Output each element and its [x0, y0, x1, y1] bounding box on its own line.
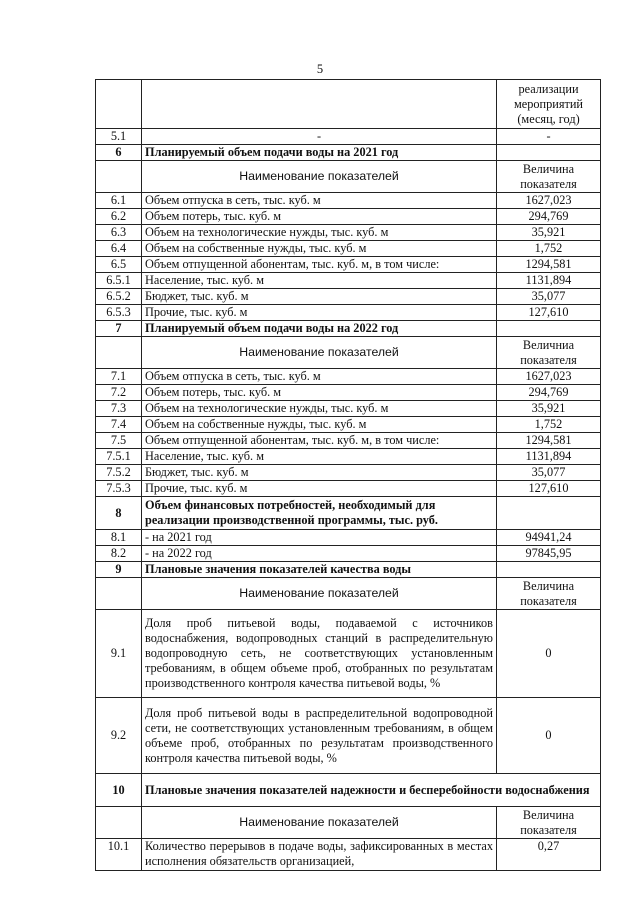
row-name: Объем потерь, тыс. куб. м	[142, 385, 497, 401]
section-number: 8	[96, 497, 142, 530]
row-value: 1294,581	[497, 257, 601, 273]
table-row	[96, 417, 601, 433]
table-cell	[96, 161, 142, 193]
table-row	[96, 449, 601, 465]
row-name: Объем отпуска в сеть, тыс. куб. м	[142, 369, 497, 385]
row-value: 1627,023	[497, 369, 601, 385]
table-row	[96, 129, 601, 145]
row-name: Население, тыс. куб. м	[142, 273, 497, 289]
table-row	[96, 241, 601, 257]
table-row	[96, 369, 601, 385]
row-value: 1627,023	[497, 193, 601, 209]
row-number: 7.4	[96, 417, 142, 433]
row-number: 5.1	[96, 129, 142, 145]
row-number: 6.5	[96, 257, 142, 273]
table-row	[96, 481, 601, 497]
section-row	[96, 562, 601, 578]
production-program-table	[95, 79, 601, 871]
section-title: Планируемый объем подачи воды на 2022 год	[142, 321, 497, 337]
table-row	[96, 401, 601, 417]
row-value: 35,077	[497, 289, 601, 305]
row-value: 35,077	[497, 465, 601, 481]
table-header-row	[96, 80, 601, 129]
row-number: 6.5.1	[96, 273, 142, 289]
indicator-name-header: Наименование показателей	[142, 337, 497, 369]
table-cell	[497, 145, 601, 161]
row-name: Доля проб питьевой воды, подаваемой с источников водоснабжения, водопроводных станций в распределительную водопроводную сеть, не соответствующих установленным требованиям, в общем объеме проб, отобранных по результатам производственного контроля качества питьевой воды, %	[142, 610, 497, 698]
row-name: Объем отпуска в сеть, тыс. куб. м	[142, 193, 497, 209]
indicator-name-header: Наименование показателей	[142, 161, 497, 193]
section-title: Плановые значения показателей надежности и бесперебойности водоснабжения	[142, 774, 601, 807]
row-value: 94941,24	[497, 530, 601, 546]
indicator-value-header: Величина показателя	[497, 807, 601, 839]
table-cell	[96, 337, 142, 369]
table-cell	[497, 562, 601, 578]
section-number: 7	[96, 321, 142, 337]
section-row	[96, 497, 601, 530]
table-cell	[497, 497, 601, 530]
row-number: 8.2	[96, 546, 142, 562]
row-value: 1131,894	[497, 449, 601, 465]
row-number: 6.2	[96, 209, 142, 225]
table-row	[96, 209, 601, 225]
table-row	[96, 433, 601, 449]
row-name: Прочие, тыс. куб. м	[142, 481, 497, 497]
table-row	[96, 225, 601, 241]
row-name: - на 2021 год	[142, 530, 497, 546]
row-number: 7.5.1	[96, 449, 142, 465]
row-name: Прочие, тыс. куб. м	[142, 305, 497, 321]
row-number: 6.3	[96, 225, 142, 241]
row-value: 0	[497, 698, 601, 774]
row-name: Бюджет, тыс. куб. м	[142, 289, 497, 305]
row-number: 7.2	[96, 385, 142, 401]
indicator-value-header: Величина показателя	[497, 161, 601, 193]
row-name: Объем отпущенной абонентам, тыс. куб. м, в том числе:	[142, 433, 497, 449]
row-number: 7.5.3	[96, 481, 142, 497]
indicator-header-row	[96, 578, 601, 610]
row-name: -	[142, 129, 497, 145]
row-value: 294,769	[497, 385, 601, 401]
row-number: 9.1	[96, 610, 142, 698]
table-row	[96, 546, 601, 562]
table-row	[96, 289, 601, 305]
table-cell	[96, 578, 142, 610]
row-number: 7.5	[96, 433, 142, 449]
row-name: Количество перерывов в подаче воды, зафиксированных в местах исполнения обязательств организацией,	[142, 839, 497, 871]
page-number: 5	[316, 62, 324, 76]
row-number: 6.4	[96, 241, 142, 257]
table-row	[96, 530, 601, 546]
section-row	[96, 774, 601, 807]
table-row	[96, 305, 601, 321]
section-title: Планируемый объем подачи воды на 2021 год	[142, 145, 497, 161]
indicator-name-header: Наименование показателей	[142, 578, 497, 610]
table-row	[96, 465, 601, 481]
indicator-header-row	[96, 337, 601, 369]
section-row	[96, 145, 601, 161]
section-number: 10	[96, 774, 142, 807]
indicator-header-row	[96, 161, 601, 193]
table-row	[96, 698, 601, 774]
indicator-value-header: Величина показателя	[497, 578, 601, 610]
section-title: Объем финансовых потребностей, необходимый для реализации производственной программы, тыс. руб.	[142, 497, 497, 530]
row-value: -	[497, 129, 601, 145]
row-name: Объем на технологические нужды, тыс. куб. м	[142, 401, 497, 417]
row-value: 97845,95	[497, 546, 601, 562]
table-row	[96, 839, 601, 871]
row-number: 7.1	[96, 369, 142, 385]
row-value: 35,921	[497, 401, 601, 417]
row-value: 1294,581	[497, 433, 601, 449]
row-value: 127,610	[497, 481, 601, 497]
row-number: 10.1	[96, 839, 142, 871]
table-row	[96, 193, 601, 209]
row-number: 7.5.2	[96, 465, 142, 481]
row-name: Объем потерь, тыс. куб. м	[142, 209, 497, 225]
row-value: 35,921	[497, 225, 601, 241]
row-name: Объем на собственные нужды, тыс. куб. м	[142, 241, 497, 257]
table-cell	[96, 807, 142, 839]
row-number: 8.1	[96, 530, 142, 546]
row-value: 127,610	[497, 305, 601, 321]
table-row	[96, 385, 601, 401]
row-value: 1,752	[497, 417, 601, 433]
implementation-period-header: реализации мероприятий (месяц, год)	[497, 80, 601, 129]
row-number: 7.3	[96, 401, 142, 417]
row-name: Объем на собственные нужды, тыс. куб. м	[142, 417, 497, 433]
section-title: Плановые значения показателей качества воды	[142, 562, 497, 578]
table-cell	[142, 80, 497, 129]
indicator-name-header: Наименование показателей	[142, 807, 497, 839]
section-number: 6	[96, 145, 142, 161]
row-value: 1,752	[497, 241, 601, 257]
row-name: Объем отпущенной абонентам, тыс. куб. м, в том числе:	[142, 257, 497, 273]
table-cell	[96, 80, 142, 129]
row-number: 6.5.2	[96, 289, 142, 305]
row-name: - на 2022 год	[142, 546, 497, 562]
row-value: 0,27	[497, 839, 601, 871]
section-number: 9	[96, 562, 142, 578]
section-row	[96, 321, 601, 337]
row-name: Бюджет, тыс. куб. м	[142, 465, 497, 481]
row-name: Доля проб питьевой воды в распределительной водопроводной сети, не соответствующих установленным требованиям, в общем объеме проб, отобранных по результатам производственного контроля качества питьевой воды, %	[142, 698, 497, 774]
row-name: Население, тыс. куб. м	[142, 449, 497, 465]
row-name: Объем на технологические нужды, тыс. куб. м	[142, 225, 497, 241]
row-number: 6.5.3	[96, 305, 142, 321]
table-row	[96, 257, 601, 273]
row-value: 0	[497, 610, 601, 698]
row-value: 1131,894	[497, 273, 601, 289]
table-row	[96, 273, 601, 289]
indicator-value-header: Величниа показателя	[497, 337, 601, 369]
row-number: 9.2	[96, 698, 142, 774]
table-cell	[497, 321, 601, 337]
row-number: 6.1	[96, 193, 142, 209]
table-row	[96, 610, 601, 698]
indicator-header-row	[96, 807, 601, 839]
row-value: 294,769	[497, 209, 601, 225]
